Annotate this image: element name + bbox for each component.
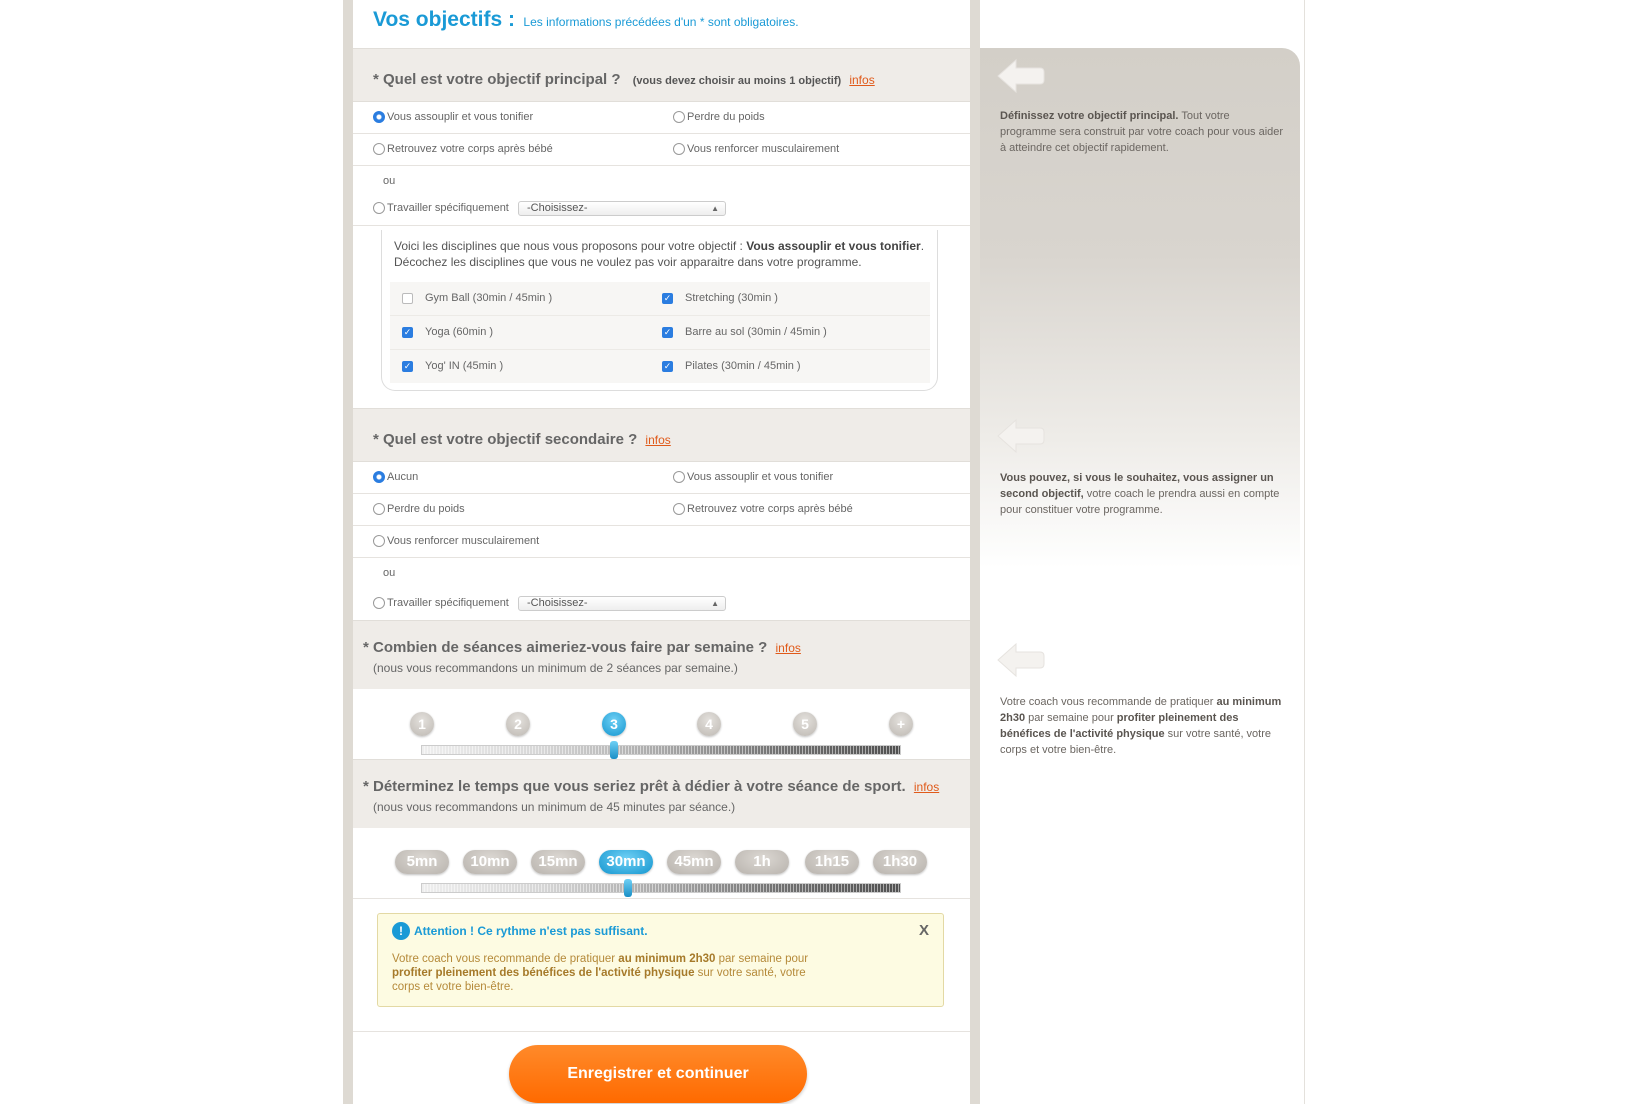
checkbox[interactable] [402, 293, 413, 304]
checkbox-label: Yog' IN (45min ) [425, 360, 504, 372]
checkbox-label: Stretching (30min ) [685, 292, 778, 304]
select-arrows-icon: ▲ [711, 204, 719, 213]
q1-option-perdre-poids[interactable] [673, 111, 765, 123]
q2-specific-select[interactable] [518, 596, 726, 611]
title-text: Vos objectifs : [373, 8, 515, 31]
alert-body-text: sur votre santé, votre corps et votre bien-être. [392, 967, 806, 993]
alert-title-text: Attention ! Ce rythme n'est pas suffisant. [414, 924, 648, 938]
q3-title-text: * Combien de séances aimeriez-vous faire par semaine ? [363, 639, 768, 656]
q2-option-renforcer[interactable] [373, 535, 539, 547]
alert-body-bold-1: au minimum 2h30 [618, 953, 716, 965]
radio-dot[interactable] [673, 471, 685, 483]
radio-label: Travailler spécifiquement [387, 597, 509, 609]
q1-option-renforcer[interactable] [673, 143, 839, 155]
discipline-gym-ball[interactable] [402, 292, 552, 304]
left-rail [343, 0, 353, 1104]
radio-dot[interactable] [373, 535, 385, 547]
radio-label: Vous renforcer musculairement [687, 143, 840, 155]
q2-title [373, 431, 671, 448]
discipline-yoga[interactable] [402, 326, 493, 338]
select-arrows-icon: ▲ [711, 599, 719, 608]
duration-step-1h15[interactable]: 1h15 [805, 850, 859, 874]
help-tip-bold: Vous pouvez, si vous le souhaitez, vous assigner un second objectif, [1000, 472, 1274, 500]
save-continue-button[interactable]: Enregistrer et continuer [509, 1045, 807, 1103]
checkbox-label: Pilates (30min / 45min ) [685, 360, 801, 372]
disciplines-row-2 [390, 316, 930, 350]
q1-row-1 [353, 101, 970, 134]
radio-label: Retrouvez votre corps après bébé [687, 503, 853, 515]
objectives-form [353, 0, 970, 1104]
q1-row-specific [353, 165, 970, 226]
duration-step-1h30[interactable]: 1h30 [873, 850, 927, 874]
radio-dot[interactable] [373, 597, 385, 609]
checkbox-label: Yoga (60min ) [425, 326, 494, 338]
help-tip-objective [1000, 108, 1285, 156]
q4-title [363, 778, 939, 795]
duration-slider[interactable] [353, 828, 970, 899]
help-tip-bold: Définissez votre objectif principal. [1000, 110, 1179, 122]
radio-dot[interactable] [373, 471, 385, 483]
checkbox-checked[interactable]: ✓ [663, 360, 672, 371]
discipline-pilates[interactable] [662, 360, 801, 372]
disciplines-row-3 [390, 350, 930, 383]
duration-slider-handle[interactable] [624, 879, 632, 897]
help-tip-text: sur votre santé, votre corps et votre bien-être. [1000, 728, 1272, 756]
help-tip-sessions [1000, 694, 1285, 758]
checkbox-checked[interactable]: ✓ [663, 326, 672, 337]
q1-note: (vous devez choisir au moins 1 objectif) [632, 75, 842, 87]
left-arrow-icon [996, 56, 1046, 96]
q1-ou-label: ou [383, 175, 396, 187]
q2-ou-label: ou [383, 567, 396, 579]
q3-title [363, 639, 801, 656]
discipline-barre-au-sol[interactable] [662, 326, 827, 338]
q3-header [353, 620, 970, 690]
q2-option-aucun[interactable] [373, 471, 418, 483]
q4-subtitle: (nous vous recommandons un minimum de 45 minutes par séance.) [373, 800, 736, 814]
sessions-slider-handle[interactable] [610, 741, 618, 759]
radio-label: Vous assouplir et vous tonifier [687, 471, 834, 483]
checkbox-checked[interactable]: ✓ [663, 292, 672, 303]
help-tip-secondary [1000, 470, 1285, 518]
q4-header [353, 759, 970, 829]
help-sidebar [980, 0, 1305, 1104]
sessions-step-4[interactable]: 4 [697, 712, 721, 736]
radio-dot[interactable] [373, 143, 385, 155]
q2-option-apres-bebe[interactable] [673, 503, 853, 515]
q1-infos-link[interactable]: infos [849, 73, 875, 87]
radio-label: Travailler spécifiquement [387, 202, 509, 214]
sessions-step-1[interactable]: 1 [410, 712, 434, 736]
alert-title [392, 922, 648, 940]
alert-body-text: Votre coach vous recommande de pratiquer [392, 953, 619, 965]
q4-infos-link[interactable]: infos [913, 780, 940, 794]
disciplines-instruction: Décochez les disciplines que vous ne voulez pas voir apparaitre dans votre programme. [394, 255, 862, 269]
duration-step-45mn[interactable]: 45mn [667, 850, 721, 874]
q3-subtitle: (nous vous recommandons un minimum de 2 séances par semaine.) [373, 661, 738, 675]
radio-dot[interactable] [673, 503, 685, 515]
help-tip-bold: profiter pleinement des bénéfices de l'activité physique [1000, 712, 1239, 740]
sessions-step-5[interactable]: 5 [793, 712, 817, 736]
radio-label: Vous assouplir et vous tonifier [387, 111, 534, 123]
disciplines-intro-text: Voici les disciplines que nous vous proposons pour votre objectif : [394, 239, 747, 253]
q2-header [353, 408, 970, 462]
sessions-slider[interactable] [353, 689, 970, 760]
sessions-step-3-selected[interactable]: 3 [602, 712, 626, 736]
alert-close-button[interactable]: X [918, 922, 929, 939]
alert-body [392, 952, 832, 994]
help-tip-text: Votre coach vous recommande de pratiquer [1000, 696, 1217, 708]
disciplines-panel [381, 230, 938, 391]
radio-label: Perdre du poids [687, 111, 765, 123]
duration-step-1h[interactable]: 1h [735, 850, 789, 874]
alert-body-bold-2: profiter pleinement des bénéfices de l'activité physique [392, 967, 695, 979]
checkbox-label: Gym Ball (30min / 45min ) [425, 292, 553, 304]
help-tip-text: votre coach le prendra aussi en compte pour constituer votre programme. [1000, 488, 1280, 516]
required-note: Les informations précédées d'un * sont obligatoires. [523, 15, 799, 29]
q3-infos-link[interactable]: infos [775, 641, 801, 655]
q2-option-specific[interactable] [373, 597, 509, 609]
q2-row-2 [353, 493, 970, 526]
left-arrow-icon [996, 640, 1046, 680]
radio-label: Perdre du poids [387, 503, 465, 515]
select-value: -Choisissez- [527, 202, 588, 214]
sessions-track[interactable] [421, 745, 901, 755]
disciplines-objective: Vous assouplir et vous tonifier [746, 239, 921, 253]
duration-step-15mn[interactable]: 15mn [531, 850, 585, 874]
sessions-step-2[interactable]: 2 [506, 712, 530, 736]
help-tip-bold: au minimum 2h30 [1000, 696, 1282, 724]
q1-header [353, 48, 970, 102]
discipline-yog-in[interactable] [402, 360, 503, 372]
discipline-stretching[interactable] [662, 292, 778, 304]
q2-row-specific [353, 557, 970, 620]
disciplines-row-1 [390, 282, 930, 316]
sessions-step-plus[interactable]: + [889, 712, 913, 736]
help-tip-text: Tout votre programme sera construit par votre coach pour vous aider à atteindre cet objectif rapidement. [1000, 110, 1284, 154]
duration-track[interactable] [421, 883, 901, 893]
disciplines-intro: Voici les disciplines que nous vous proposons pour votre objectif : Vous assouplir et vous tonifier. Décochez les disciplines que vous ne voulez pas voir apparaitre dans votre programme. [394, 239, 925, 269]
duration-step-30mn-selected[interactable]: 30mn [599, 850, 653, 874]
q1-row-2 [353, 133, 970, 166]
q1-option-tonifier[interactable] [373, 111, 533, 123]
q2-infos-link[interactable]: infos [645, 433, 671, 447]
left-arrow-icon [996, 416, 1046, 456]
checkbox-checked[interactable]: ✓ [403, 360, 412, 371]
radio-label: Aucun [387, 471, 419, 483]
radio-dot[interactable] [373, 503, 385, 515]
help-tip-text: par semaine pour [1025, 712, 1117, 724]
radio-label: Vous renforcer musculairement [387, 535, 540, 547]
radio-dot[interactable] [373, 202, 385, 214]
alert-body-text: par semaine pour [715, 953, 809, 965]
q2-option-tonifier[interactable] [673, 471, 833, 483]
warning-alert [377, 913, 944, 1007]
q2-row-1 [353, 461, 970, 494]
q1-specific-select[interactable] [518, 201, 726, 216]
radio-dot[interactable] [673, 111, 685, 123]
divider [353, 1030, 970, 1032]
q1-option-specific[interactable] [373, 202, 509, 214]
select-value: -Choisissez- [527, 597, 588, 609]
q4-title-text: * Déterminez le temps que vous seriez prêt à dédier à votre séance de sport. [363, 778, 906, 795]
info-icon: ! [392, 922, 410, 940]
middle-rail [970, 0, 980, 1104]
page-title [373, 8, 799, 32]
q2-row-3 [353, 525, 970, 558]
q1-title [373, 71, 875, 88]
radio-dot[interactable] [673, 143, 685, 155]
checkbox-checked[interactable]: ✓ [403, 326, 412, 337]
q1-title-text: * Quel est votre objectif principal ? [373, 71, 621, 88]
q2-option-perdre-poids[interactable] [373, 503, 465, 515]
duration-step-10mn[interactable]: 10mn [463, 850, 517, 874]
radio-label: Retrouvez votre corps après bébé [387, 143, 553, 155]
duration-step-5mn[interactable]: 5mn [395, 850, 449, 874]
q2-title-text: * Quel est votre objectif secondaire ? [373, 431, 638, 448]
radio-dot[interactable] [373, 111, 385, 123]
checkbox-label: Barre au sol (30min / 45min ) [685, 326, 827, 338]
q1-option-apres-bebe[interactable] [373, 143, 553, 155]
